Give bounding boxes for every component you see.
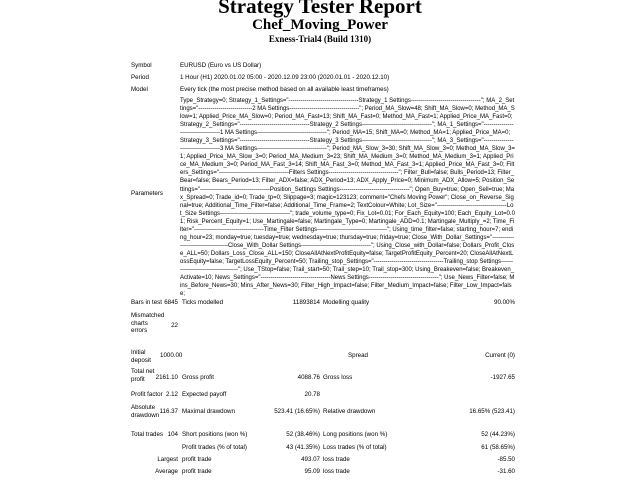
average-profit-label: profit trade: [182, 468, 212, 475]
period-label: Period: [131, 74, 149, 81]
profit-trades-value: 43 (41.35%): [286, 444, 320, 451]
profit-factor-value: 2.12: [165, 391, 178, 398]
max-drawdown-label: Maximal drawdown: [182, 408, 235, 415]
parameters-label: Parameters: [131, 190, 163, 197]
long-value: 52 (44.23%): [481, 431, 515, 438]
quality-value: 90.00%: [494, 299, 515, 306]
gross-profit-value: 4088.76: [297, 374, 320, 381]
profit-trades-label: Profit trades (% of total): [182, 444, 247, 451]
gross-loss-value: -1927.65: [490, 374, 515, 381]
short-value: 52 (38.46%): [286, 431, 320, 438]
mismatch-label: Mismatched charts errors: [131, 312, 165, 334]
loss-trades-label: Loss trades (% of total): [323, 444, 387, 451]
initial-deposit-value: 1000.00: [160, 352, 183, 359]
rel-drawdown-value: 16.65% (523.41): [469, 408, 515, 415]
average-label: Average: [155, 468, 178, 475]
largest-profit-label: profit trade: [182, 456, 212, 463]
long-label: Long positions (won %): [323, 431, 388, 438]
symbol-value: EURUSD (Euro vs US Dollar): [180, 62, 262, 69]
model-value: Every tick (the most precise method based on all available least timeframes): [180, 86, 389, 93]
largest-loss-label: loss trade: [323, 456, 350, 463]
short-label: Short positions (won %): [182, 431, 248, 438]
mismatch-value: 22: [171, 322, 178, 329]
ticks-label: Ticks modelled: [182, 299, 224, 306]
total-trades-label: Total trades: [131, 431, 163, 438]
bars-label: Bars in test: [131, 299, 162, 306]
largest-label: Largest: [157, 456, 178, 463]
bars-value: 6845: [164, 299, 178, 306]
spread-label: Spread: [348, 352, 368, 359]
abs-drawdown-label: Absolute drawdown: [131, 404, 160, 419]
max-drawdown-value: 523.41 (16.65%): [274, 408, 320, 415]
model-label: Model: [131, 86, 148, 93]
gross-profit-label: Gross profit: [182, 374, 214, 381]
ticks-value: 11893814: [292, 299, 320, 306]
total-trades-value: 104: [167, 431, 178, 438]
spread-value: Current (0): [485, 352, 515, 359]
symbol-label: Symbol: [131, 62, 152, 69]
period-value: 1 Hour (H1) 2020.01.02 05:00 - 2020.12.09 23:00 (2020.01.01 - 2020.12.10): [180, 74, 390, 81]
gross-loss-label: Gross loss: [323, 374, 353, 381]
report-title: Strategy Tester Report: [218, 0, 422, 18]
rel-drawdown-label: Relative drawdown: [323, 408, 376, 415]
average-profit-value: 95.09: [304, 468, 320, 475]
largest-loss-value: -85.50: [497, 456, 515, 463]
server-build: Exness-Trial4 (Build 1310): [268, 34, 372, 44]
average-loss-value: -31.60: [497, 468, 515, 475]
quality-label: Modelling quality: [323, 299, 370, 306]
average-loss-label: loss trade: [323, 468, 350, 475]
initial-deposit-label: Initial deposit: [131, 349, 151, 364]
parameters-text: Type_Strategy=0; Strategy_1_Settings="-----------------------------------Strategy_1 Settings-----------------------------------"; MA_2_Settings="---------------------------2 MA Settings-----------------------------------"; Period_MA_Slow=48; Shift_MA_Slow=0; Method_MA_Slow=1; Applied_Price_MA_Slow=0; Period_MA_Fast=13; Shift_MA_Fast=0; Method_MA_Fast=1; Applied_Price_MA_Fast=0; Strategy_2_Settings="-----------------------------------Strategy_2 Settings-----------------------------------"; MA_1_Settings="-----------------------------------1 MA Settings-----------------------------------"; Period_MA=15; Shift_MA=0; Method_MA=1; Applied_Price_MA=0; Strategy_3_Settings="-----------------------------------Strategy_3 Settings-----------------------------------"; MA_3_Settings="-----------------------------------3 MA Settings-----------------------------------"; Period_MA_Slow_3=30; Shift_MA_Slow_3=0; Method_MA_Slow_3=1; Applied_Price_MA_Slow_3=0; Period_MA_Medium_3=23; Shift_MA_Medium_3=0; Method_MA_Medium_3=1; Applied_Price_MA_Medium_3=0; Period_MA_Fast_3=14; Shift_MA_Fast_3=0; Method_MA_Fast_3=1; Applied_Price_MA_Fast_3=0; Filters_Settings="-----------------------------------Filters Settings-----------------------------------"; Filter_Bull=false; Bulls_Period=13; Filter_Bear=false; Bears_Period=13; Filter_ADX=false; ADX_Period=13; ADX_Apply_Price=0; Minimum_ADX_Allow=5; Position_Settings="-----------------------------------Position_Settings Settings-----------------------------------"; Open_Buy=true; Open_Sell=true; Max_Spread=0; Trade_id=0; Trade_tp=0; Slippage=3; magic=123123; comment="Chefs Moving Power"; Close_on_Reverse_Signal=true; Additional_Time_Filter=false; Additional_Time_Frame=2; TextColour=White; Lot_Size="-----------------------------------Lot_Size Settings-----------------------------------"; trade_volume_type=0; Fix_Lot=0.01; For_Each_Equity=100; Each_Equity_Lot=0.01; Risk_Percent_Equity=1; Use_Martingale=false; Martingale_Type=0; Martingale_ADD=0.1; Martingale_Multiply_=2; Time_Filter="-----------------------------------Time_Filter Settings-----------------------------------"; Using_time_filter=false; starting_hour=7; ending_hour=23; monday=true; tuesday=true; wednesday=true; thursday=true; friday=true; Close_With_Dollar_Settings="-----------------------------------Close_With_Dollar Settings-----------------------------------"; Using_Close_with_Dollar=false; Dollars_Profit_Close_ALL=50; Dollars_Loss_Close_ALL=150; CloseAllAtNextProfitEquity=false; TargetProfitEquity_Percent=20; CloseAllAtNextLossEquity=false; TargetLossEquity_Percent=50; Trailing_stop_Settings="-----------------------------------Trailing_stop Settings-----------------------------------"; Use_TStop=false; Trail_start=50; Trail_step=10; Trail_stop=300; Using_Breakeven=false; Breakeven_Activate=10; News_Settings="-----------------------------------News Settings-----------------------------------"; Use_News_Filter=false; Mins_Before_News=30; Mins_After_News=30; Filter_High_Impact=false; Filter_Medium_Impact=false; Filter_Low_Impact=false;: [180, 98, 515, 298]
largest-profit-value: 493.07: [301, 456, 320, 463]
loss-trades-value: 61 (58.65%): [481, 444, 515, 451]
ea-name: Chef_Moving_Power: [252, 17, 388, 33]
abs-drawdown-value: 116.37: [159, 408, 178, 415]
net-profit-label: Total net profit: [131, 368, 155, 383]
expected-payoff-label: Expected payoff: [182, 391, 227, 398]
profit-factor-label: Profit factor: [131, 391, 163, 398]
expected-payoff-value: 20.78: [304, 391, 320, 398]
net-profit-value: 2161.10: [155, 374, 178, 381]
